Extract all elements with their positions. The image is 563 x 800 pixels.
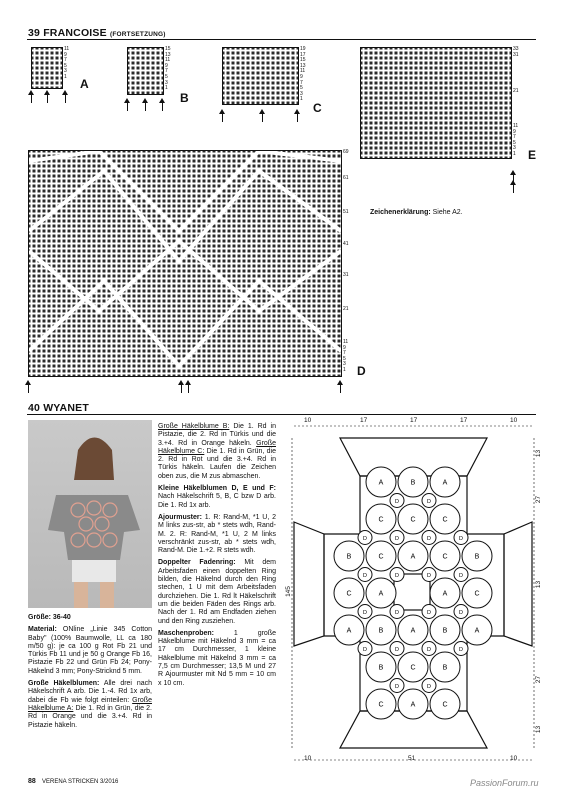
flower-label: C — [474, 590, 480, 598]
flower-label: D — [363, 573, 367, 579]
flower-label: C — [442, 553, 448, 561]
small-flowers-paragraph: Kleine Häkelblumen D, E und F: Nach Häkelschrift 5, B, C bzw D arb. Die 1. Rd 1x arb. — [158, 485, 276, 509]
chart-d-row-21: 21 — [343, 306, 349, 312]
flower-label: A — [378, 590, 384, 598]
dim-bottom-1: 51 — [408, 755, 416, 762]
section-rule — [27, 414, 536, 415]
chart-e-grid — [360, 47, 512, 159]
flower-label: D — [427, 536, 431, 542]
chart-c-row-numbers: 19 17 15 13 11 9 7 5 3 1 — [300, 46, 306, 103]
flower-label: D — [363, 536, 367, 542]
chart-e-letter: E — [528, 148, 537, 162]
chart-d-motif — [29, 151, 341, 376]
material-paragraph: Material: ONline „Linie 345 Cotton Baby" (100% Baumwolle, LL ca 180 m/50 g): je ca 100 g Rot Fb 21 und Türkis Fb 11 und je 50 g Orange Fb 16, Pistazie Fb 22 und Grün Fb 24; Pony-Häkelnd 3 mm; Pony-Stricknd 5 mm. — [28, 626, 152, 675]
flower-label: A — [442, 590, 448, 598]
flower-label: C — [346, 590, 352, 598]
dim-top-3: 17 — [460, 417, 468, 424]
chart-c-grid — [222, 47, 299, 105]
chart-d-row-61: 61 — [343, 175, 349, 181]
chart-a-grid — [31, 47, 63, 89]
dim-top-1: 17 — [360, 417, 368, 424]
flower-label: C — [442, 516, 448, 524]
chart-c-letter: C — [313, 101, 322, 115]
dim-top-0: 10 — [304, 417, 312, 424]
column-2-text — [158, 423, 276, 692]
flower-label: B — [442, 627, 448, 635]
flower-label: A — [410, 701, 416, 709]
flower-label: A — [410, 627, 416, 635]
flower-label: B — [410, 479, 416, 487]
chart-e-row-numbers-bottom: 11 9 7 5 3 1 — [513, 123, 519, 157]
dim-right-0: 13 — [535, 449, 543, 458]
flower-label: C — [410, 516, 416, 524]
watermark: PassionForum.ru — [470, 778, 539, 788]
flower-label: D — [427, 610, 431, 616]
chart-d-row-41: 41 — [343, 241, 349, 247]
dim-right-2: 13 — [535, 580, 543, 589]
flower-label: A — [346, 627, 352, 635]
page-number: 88 — [28, 778, 36, 785]
schematic-drawing — [282, 416, 544, 776]
fadenring-paragraph: Doppelter Fadenring: Mit dem Arbeitsfaden einen doppelten Ring bilden, die Häkelnd durch den Ring stechen, 1 U mit dem Arbeitsfaden durchziehen. Die 1. Rd lt Häkelschrift um die beiden Fäden des Rings arb. Nach der 1. Rd am Endfaden ziehen und den Ring zusziehen. — [158, 559, 276, 625]
flower-label: C — [378, 553, 384, 561]
flower-label: D — [459, 610, 463, 616]
dim-left: 145 — [284, 586, 292, 597]
chart-b-row-numbers: 15 13 11 9 7 5 3 1 — [165, 46, 171, 92]
flower-label: B — [378, 664, 384, 672]
section-title-wyanet: 40 WYANET — [28, 402, 89, 414]
section-title-francoise: 39 FRANCOISE (FORTSETZUNG) — [28, 27, 166, 39]
chart-d-grid — [28, 150, 342, 377]
flower-label: D — [395, 536, 399, 542]
flower-label: A — [410, 553, 416, 561]
flower-label: D — [427, 499, 431, 505]
dim-bottom-0: 10 — [304, 755, 312, 762]
grosse-paragraph: Große Häkelblumen: Alle drei nach Häkelschrift A arb. Die 1.-4. Rd 1x arb, dabei die Fb wie folgt einteilen: Große Häkelblume A: Die 1. Rd in Grün, die 2. Rd in Orange und die 3.+4. Rd in Pistazie häkeln. — [28, 680, 152, 729]
dim-right-3: 27 — [535, 675, 543, 684]
chart-d-row-31: 31 — [343, 272, 349, 278]
flower-label: C — [410, 664, 416, 672]
flower-label: C — [442, 701, 448, 709]
chart-a-letter: A — [80, 77, 89, 91]
section-rule — [27, 39, 536, 40]
flower-label: D — [395, 647, 399, 653]
garment-schematic — [282, 416, 544, 776]
flower-label: D — [363, 610, 367, 616]
flower-label: D — [395, 499, 399, 505]
flower-label: C — [378, 516, 384, 524]
dim-right-4: 13 — [535, 725, 543, 734]
chart-d-row-69: 69 — [343, 149, 349, 155]
flower-label: D — [427, 573, 431, 579]
flower-label: C — [378, 701, 384, 709]
dim-top-4: 10 — [510, 417, 518, 424]
dim-right-1: 27 — [535, 495, 543, 504]
flower-label: D — [459, 536, 463, 542]
flower-label: D — [459, 647, 463, 653]
flower-label: B — [474, 553, 480, 561]
flower-label: B — [378, 627, 384, 635]
flower-b-paragraph: Große Häkelblume B: Die 1. Rd in Pistazie, die 2. Rd in Türkis und die 3.+4. Rd in Orange häkeln. Große Häkelblume C: Die 1. Rd in Grün, die 2. Rd in Rot und die 3.+4. Rd in Türkis häkeln. Laufen die Zeichen oben zus, die M zus abmaschen. — [158, 423, 276, 480]
chart-d-row-numbers-bottom: 11 9 7 5 3 1 — [343, 339, 349, 373]
maschenproben-paragraph: Maschenproben: 1 große Häkelblume mit Häkelnd 3 mm = ca 17 cm Durchmesser, 1 kleine Häkelblume mit Häkelnd 3 mm = ca 7,5 cm Durchmesser; 13,5 M und 27 R Ajourmuster mit Nd 5 mm = 10 cm x 10 cm. — [158, 629, 276, 687]
model-figure — [28, 420, 152, 608]
chart-b-grid — [127, 47, 164, 95]
flower-label: D — [395, 610, 399, 616]
flower-label: B — [442, 664, 448, 672]
legend-note: Zeichenerklärung: Siehe A2. — [370, 209, 463, 216]
dim-bottom-2: 10 — [510, 755, 518, 762]
flower-label: D — [459, 573, 463, 579]
chart-e-row-21: 21 — [513, 88, 519, 94]
size-line: Größe: 36-40 — [28, 614, 71, 621]
dim-top-2: 17 — [410, 417, 418, 424]
ajour-paragraph: Ajourmuster: 1. R: Rand-M, *1 U, 2 M links zus-str, ab * stets wdh, Rand-M. 2. R: Rand-M, *1 U, 2 M links verschränkt zus-str, ab * stets wdh, Rand-M. Die 1.+2. R stets wdh. — [158, 513, 276, 555]
flower-label: A — [442, 479, 448, 487]
flower-label: D — [427, 647, 431, 653]
model-photo — [28, 420, 152, 608]
flower-label: D — [395, 573, 399, 579]
flower-label: A — [474, 627, 480, 635]
chart-d-row-51: 51 — [343, 209, 349, 215]
flower-label: D — [363, 647, 367, 653]
chart-e-row-numbers-top: 33 31 — [513, 46, 519, 58]
flower-label: A — [378, 479, 384, 487]
column-1-text — [28, 614, 152, 734]
flower-label: B — [346, 553, 352, 561]
magazine-name: VERENA STRICKEN 3/2016 — [42, 779, 119, 785]
chart-b-letter: B — [180, 91, 189, 105]
chart-a-row-numbers: 11 9 7 5 3 1 — [64, 46, 70, 80]
chart-d-letter: D — [357, 364, 366, 378]
flower-label: D — [427, 684, 431, 690]
flower-label: D — [395, 684, 399, 690]
